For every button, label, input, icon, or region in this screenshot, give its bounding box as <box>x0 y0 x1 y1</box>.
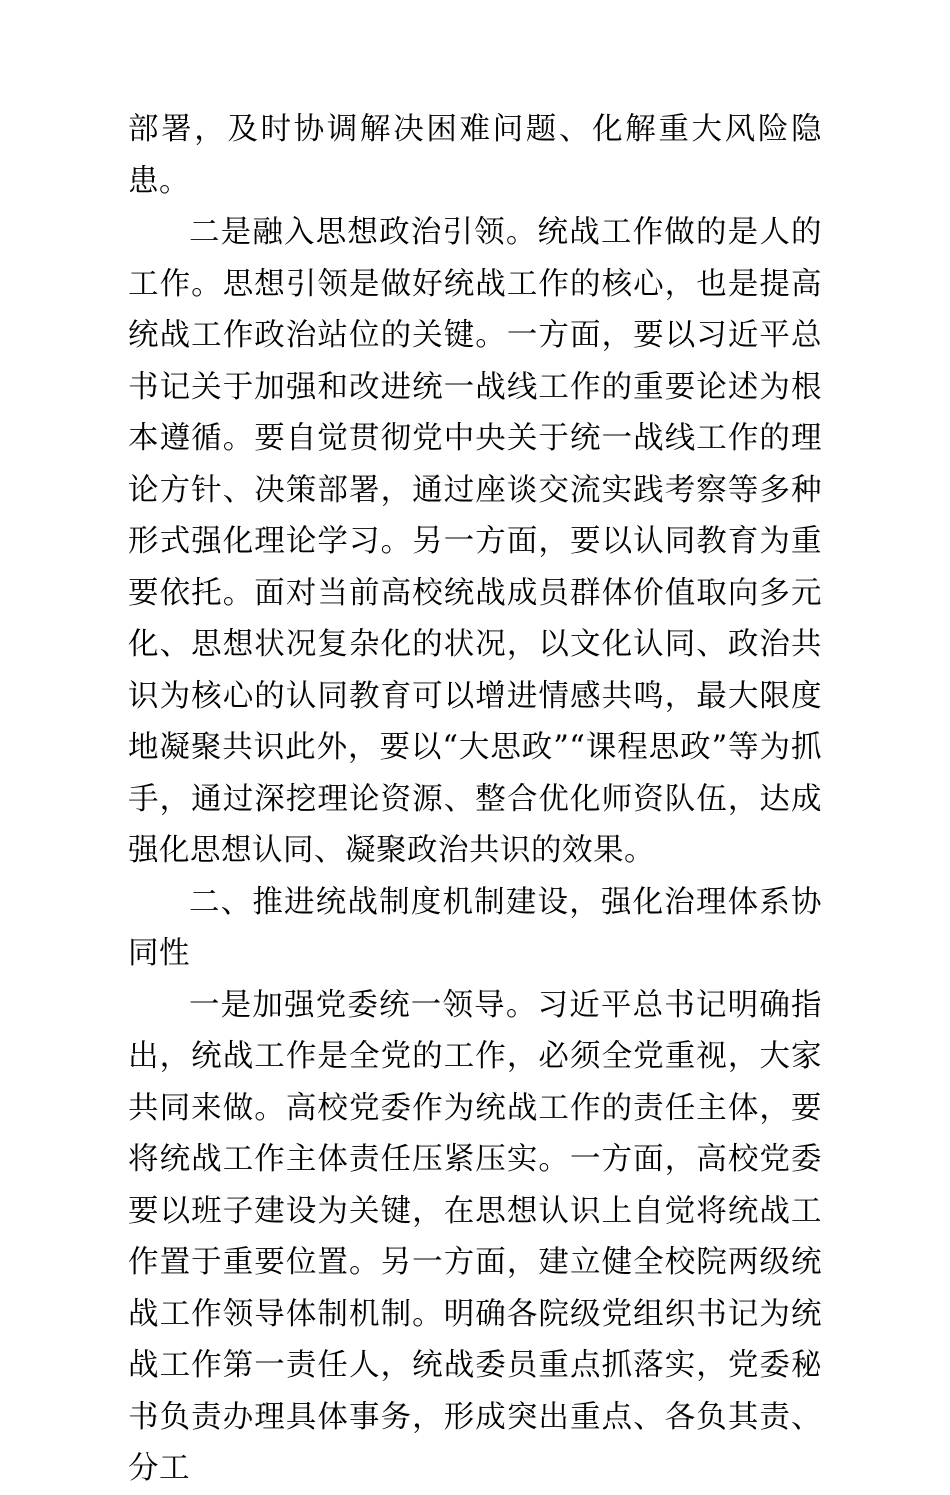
paragraph-continuation: 部署，及时协调解决困难问题、化解重大风险隐患。 <box>128 112 822 199</box>
paragraph-section2-point1: 一是加强党委统一领导。习近平总书记明确指出，统战工作是全党的工作，必须全党重视，大家共同来做。高校党委作为统战工作的责任主体，要将统战工作主体责任压紧压实。一方面，高校党委要以班子建设为关键，在思想认识上自觉将统战工作置于重要位置。另一方面，建立健全校院两级统战工作领导体制机制。明确各院级党组织书记为统战工作第一责任人，统战委员重点抓落实，党委秘书负责办理具体事务，形成突出重点、各负其责、分工 <box>128 987 822 1486</box>
document-body <box>128 104 822 1495</box>
paragraph-section1-point2: 二是融入思想政治引领。统战工作做的是人的工作。思想引领是做好统战工作的核心，也是提高统战工作政治站位的关键。一方面，要以习近平总书记关于加强和改进统一战线工作的重要论述为根本遵循。要自觉贯彻党中央关于统一战线工作的理论方针、决策部署，通过座谈交流实践考察等多种形式强化理论学习。另一方面，要以认同教育为重要依托。面对当前高校统战成员群体价值取向多元化、思想状况复杂化的状况，以文化认同、政治共识为核心的认同教育可以增进情感共鸣，最大限度地凝聚共识此外，要以“大思政”“课程思政”等为抓手，通过深挖理论资源、整合优化师资队伍，达成强化思想认同、凝聚政治共识的效果。 <box>128 215 822 868</box>
heading-section-two: 二、推进统战制度机制建设，强化治理体系协同性 <box>128 884 822 971</box>
